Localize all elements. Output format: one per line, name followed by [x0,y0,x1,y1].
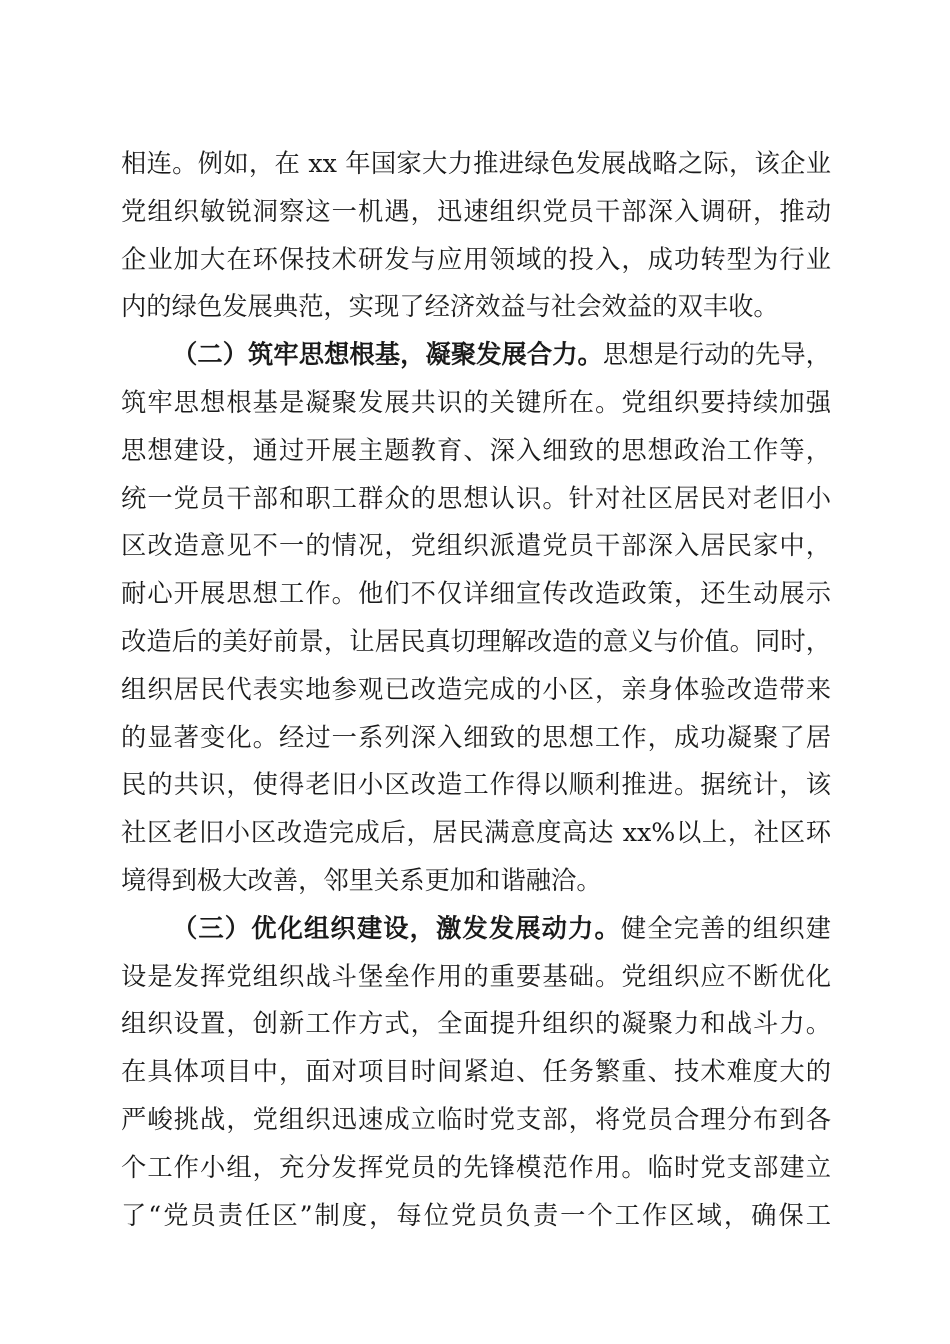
paragraph-3-line-7 [121,1192,831,1240]
paragraph-3-line-3 [121,1000,831,1048]
line-text: 境得到极大改善，邻里关系更加和谐融洽。 [121,865,602,895]
line-text: 改造后的美好前景，让居民真切理解改造的意义与价值。同时， [121,626,831,656]
paragraph-3-line-6 [121,1144,831,1192]
paragraph-3-line-2 [121,953,831,1001]
paragraph-2-line-5 [121,522,831,570]
paragraph-2-line-10 [121,761,831,809]
line-text: 统一党员干部和职工群众的思想认识。针对社区居民对老旧小 [121,483,831,513]
paragraph-1-line-2 [121,188,831,236]
line-text: 思想是行动的先导， [602,340,831,370]
line-text: 严峻挑战，党组织迅速成立临时党支部，将党员合理分布到各 [121,1104,831,1134]
paragraph-3-line-5 [121,1096,831,1144]
section-heading: （二）筑牢思想根基，凝聚发展合力。 [172,339,603,370]
paragraph-2-line-11 [121,809,831,857]
paragraph-2-line-3 [121,427,831,475]
paragraph-3-line-4 [121,1048,831,1096]
line-text: 思想建设，通过开展主题教育、深入细致的思想政治工作等， [121,435,831,465]
line-text: 企业加大在环保技术研发与应用领域的投入，成功转型为行业 [121,244,831,274]
paragraph-2-line-8 [121,666,831,714]
document-body [121,140,831,1239]
paragraph-2-line-12 [121,857,831,905]
line-text: 了“党员责任区”制度，每位党员负责一个工作区域，确保工 [121,1200,831,1230]
paragraph-2-line-4 [121,475,831,523]
section-heading: （三）优化组织建设，激发发展动力。 [172,912,621,943]
paragraph-1-line-1 [121,140,831,188]
line-text: 的显著变化。经过一系列深入细致的思想工作，成功凝聚了居 [121,722,831,752]
line-text: 党组织敏锐洞察这一机遇，迅速组织党员干部深入调研，推动 [121,196,831,226]
paragraph-2-line-7 [121,618,831,666]
paragraph-1-line-4 [121,283,831,331]
line-text: 耐心开展思想工作。他们不仅详细宣传改造政策，还生动展示 [121,579,831,609]
paragraph-1-line-3 [121,236,831,284]
line-text: 组织居民代表实地参观已改造完成的小区，亲身体验改造带来 [121,674,831,704]
line-text: 区改造意见不一的情况，党组织派遣党员干部深入居民家中， [121,531,831,561]
line-text: 筑牢思想根基是凝聚发展共识的关键所在。党组织要持续加强 [121,387,831,417]
line-text: 设是发挥党组织战斗堡垒作用的重要基础。党组织应不断优化 [121,961,831,991]
line-text: 在具体项目中，面对项目时间紧迫、任务繁重、技术难度大的 [121,1057,831,1087]
line-text: 健全完善的组织建 [620,913,831,943]
line-text: 个工作小组，充分发挥党员的先锋模范作用。临时党支部建立 [121,1152,831,1182]
paragraph-2-line-1 [121,331,831,379]
paragraph-2-line-6 [121,570,831,618]
line-text: 相连。例如，在 xx 年国家大力推进绿色发展战略之际，该企业 [121,149,831,178]
line-text: 民的共识，使得老旧小区改造工作得以顺利推进。据统计，该 [121,770,831,800]
paragraph-2-line-2 [121,379,831,427]
paragraph-3-line-1 [121,905,831,953]
line-text: 组织设置，创新工作方式，全面提升组织的凝聚力和战斗力。 [121,1009,831,1039]
line-text: 社区老旧小区改造完成后，居民满意度高达 xx%以上，社区环 [121,818,831,848]
line-text: 内的绿色发展典范，实现了经济效益与社会效益的双丰收。 [121,292,779,322]
paragraph-2-line-9 [121,714,831,762]
